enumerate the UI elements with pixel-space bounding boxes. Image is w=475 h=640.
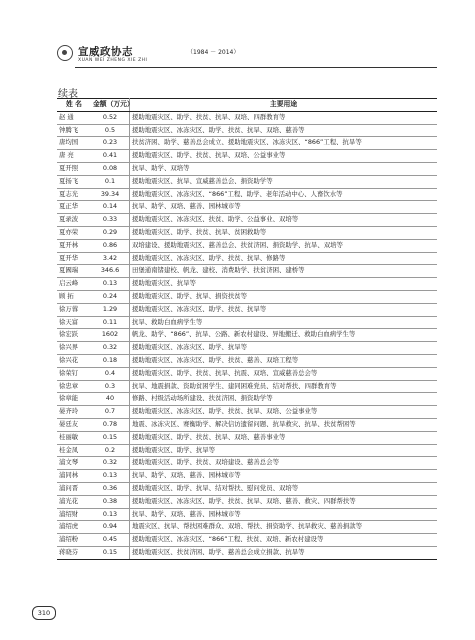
cell-name: 蒋晓芬 bbox=[57, 546, 91, 559]
cell-use: 抗旱、地震捐款、资助贫困学生、建同困难党员、结对帮扶、四群教育等 bbox=[130, 380, 438, 393]
cell-name: 夏开照 bbox=[57, 162, 91, 175]
cell-amount: 0.13 bbox=[91, 508, 130, 521]
table-row bbox=[57, 380, 437, 393]
cell-use: 援助地震灾区、助学、抗旱等 bbox=[130, 444, 438, 457]
table-row bbox=[57, 329, 437, 342]
cell-name: 浦同林 bbox=[57, 470, 91, 483]
cell-name: 浦绍粉 bbox=[57, 534, 91, 547]
table-row bbox=[57, 162, 437, 175]
cell-amount: 0.78 bbox=[91, 418, 130, 431]
cell-name: 浦光花 bbox=[57, 495, 91, 508]
cell-amount: 0.36 bbox=[91, 482, 130, 495]
table-row bbox=[57, 482, 437, 495]
table-row bbox=[57, 201, 437, 214]
cell-use: 援助地震灾区、冰冻灾区、助学、扶贫、抗旱、双培、慈善等 bbox=[130, 124, 438, 137]
book-years: （1984 － 2014） bbox=[187, 49, 240, 56]
cell-name: 徐荣钉 bbox=[57, 367, 91, 380]
cell-amount: 0.41 bbox=[91, 150, 130, 163]
cell-use: 抗旱、助学、双培、慈善、园林城市等 bbox=[130, 201, 438, 214]
cell-amount: 40 bbox=[91, 393, 130, 406]
cell-name: 浦绍虎 bbox=[57, 521, 91, 534]
cell-use: 帆龙、助学、“866”、抗旱、公路、新农村建设、异地搬迁、救助白血病学生等 bbox=[130, 329, 438, 342]
cell-amount: 0.4 bbox=[91, 367, 130, 380]
cell-amount: 1602 bbox=[91, 329, 130, 342]
cell-use: 援助地震灾区、冰冻灾区、扶贫、助学、公益事业、双培等 bbox=[130, 214, 438, 227]
cell-use: 地震、冰冻灾区、赛衡助学、解决信访遗留问题、抗旱救灾、抗旱、扶贫帮困等 bbox=[130, 418, 438, 431]
cell-use: 地震灾区、抗旱、帮扶困难群众、双培、帮扶、捐资助学、抗旱救灾、慈善捐款等 bbox=[130, 521, 438, 534]
cell-use: 援助地震灾区、冰冻灾区、助学、扶贫、抗旱、修路等 bbox=[130, 252, 438, 265]
cell-use: 援助地震灾区、冰冻灾区、“866”工程、扶贫、双培、新农村建设等 bbox=[130, 534, 438, 547]
cell-name: 徐宏跃 bbox=[57, 329, 91, 342]
table-row bbox=[57, 444, 437, 457]
cell-name: 浦绍财 bbox=[57, 508, 91, 521]
table-row bbox=[57, 265, 437, 278]
cell-name: 夏录波 bbox=[57, 214, 91, 227]
table-row bbox=[57, 111, 437, 124]
cell-use: 援助地震灾区、助学、扶贫、抗旱、抗震、双培、宣威慈善总会等 bbox=[130, 367, 438, 380]
cell-use: 援助地震灾区、助学、扶贫、双培建设、慈善总会等 bbox=[130, 457, 438, 470]
cell-name: 徐天富 bbox=[57, 316, 91, 329]
table-row bbox=[57, 303, 437, 316]
table-row bbox=[57, 418, 437, 431]
table-row bbox=[57, 188, 437, 201]
cell-use: 抗旱、助学、双培等 bbox=[130, 162, 438, 175]
cell-amount: 0.33 bbox=[91, 214, 130, 227]
page-header bbox=[57, 44, 437, 70]
table-row bbox=[57, 137, 437, 150]
cell-amount: 0.38 bbox=[91, 495, 130, 508]
cell-name: 唐 亮 bbox=[57, 150, 91, 163]
table-row bbox=[57, 342, 437, 355]
cell-amount: 0.15 bbox=[91, 431, 130, 444]
cell-use: 抗旱、救助白血病学生等 bbox=[130, 316, 438, 329]
cell-amount: 0.15 bbox=[91, 546, 130, 559]
cell-use: 援助地震灾区、冰冻灾区、助学、抗旱等 bbox=[130, 342, 438, 355]
cell-name: 顾 拓 bbox=[57, 290, 91, 303]
cell-use: 修路、村级活动场所建设、扶贫济困、捐资助学等 bbox=[130, 393, 438, 406]
table-row bbox=[57, 124, 437, 137]
cell-use: 抗旱、助学、双培、慈善、园林城市等 bbox=[130, 508, 438, 521]
book-title: 宣威政协志 bbox=[78, 46, 133, 58]
cell-name: 夏正华 bbox=[57, 201, 91, 214]
cell-use: 援助地震灾区、助学、扶贫、抗旱、贫困救助等 bbox=[130, 226, 438, 239]
cell-amount: 0.14 bbox=[91, 201, 130, 214]
table-row bbox=[57, 495, 437, 508]
table-row bbox=[57, 406, 437, 419]
cell-amount: 0.23 bbox=[91, 137, 130, 150]
cell-amount: 0.13 bbox=[91, 278, 130, 291]
column-header-use: 主要用途 bbox=[130, 99, 438, 112]
cell-name: 晏廷友 bbox=[57, 418, 91, 431]
cell-amount: 0.13 bbox=[91, 470, 130, 483]
cell-name: 夏國瑞 bbox=[57, 265, 91, 278]
cell-use: 援助地震灾区、助学、扶贫、抗旱、双培、慈善事业等 bbox=[130, 431, 438, 444]
cell-amount: 0.32 bbox=[91, 342, 130, 355]
cell-name: 浦问晋 bbox=[57, 482, 91, 495]
book-subtitle: XUAN WEI ZHENG XIE ZHI bbox=[78, 58, 148, 63]
cell-amount: 0.08 bbox=[91, 162, 130, 175]
table-row bbox=[57, 508, 437, 521]
cell-use: 双培建设、援助地震灾区、慈善总会、扶贫济困、捐资助学、抗旱、双培等 bbox=[130, 239, 438, 252]
cell-name: 徐万蓉 bbox=[57, 303, 91, 316]
cell-use: 援助地震灾区、冰冻灾区、助学、扶贫、慈善、双培工程等 bbox=[130, 354, 438, 367]
cell-use: 扶贫济困、助学、慈善总会成立、援助地震灾区、冰冻灾区、“866”工程、抗旱等 bbox=[130, 137, 438, 150]
table-row bbox=[57, 290, 437, 303]
cell-amount: 0.52 bbox=[91, 111, 130, 124]
cell-name: 唐均国 bbox=[57, 137, 91, 150]
cell-name: 赵 通 bbox=[57, 111, 91, 124]
cell-name: 晏齐玲 bbox=[57, 406, 91, 419]
table-row bbox=[57, 354, 437, 367]
donation-table bbox=[57, 98, 437, 560]
cell-name: 夏开林 bbox=[57, 239, 91, 252]
table-body bbox=[57, 111, 437, 559]
cell-amount: 0.11 bbox=[91, 316, 130, 329]
cell-amount: 3.42 bbox=[91, 252, 130, 265]
cell-name: 启云峰 bbox=[57, 278, 91, 291]
header-rule bbox=[75, 67, 437, 68]
cell-amount: 39.34 bbox=[91, 188, 130, 201]
page-number: 310 bbox=[32, 606, 56, 620]
cell-name: 夏亦荣 bbox=[57, 226, 91, 239]
table-row bbox=[57, 150, 437, 163]
cell-name: 浦文琴 bbox=[57, 457, 91, 470]
cell-use: 援助地震灾区、助学、抗旱、捐资扶贫等 bbox=[130, 290, 438, 303]
table-row bbox=[57, 278, 437, 291]
cell-use: 援助地震灾区、冰冻灾区、“866”工程、助学、老年活动中心、人畜饮水等 bbox=[130, 188, 438, 201]
cell-use: 援助地震灾区、扶贫济困、助学、慈善总会成立捐款、抗旱等 bbox=[130, 546, 438, 559]
cell-name: 徐章能 bbox=[57, 393, 91, 406]
cell-amount: 346.6 bbox=[91, 265, 130, 278]
table-row bbox=[57, 470, 437, 483]
cell-name: 桂丽敏 bbox=[57, 431, 91, 444]
cell-amount: 0.2 bbox=[91, 444, 130, 457]
cell-amount: 0.3 bbox=[91, 380, 130, 393]
table-row bbox=[57, 214, 437, 227]
table-row bbox=[57, 457, 437, 470]
cell-amount: 0.7 bbox=[91, 406, 130, 419]
cell-use: 援助地震灾区、抗旱等 bbox=[130, 278, 438, 291]
cell-use: 援助地震灾区、助学、扶贫、抗旱、双培、公益事业等 bbox=[130, 150, 438, 163]
column-header-amount: 金额（万元） bbox=[91, 99, 130, 112]
cell-amount: 0.45 bbox=[91, 534, 130, 547]
column-header-name: 姓 名 bbox=[57, 99, 91, 112]
table-row bbox=[57, 534, 437, 547]
cell-use: 援助地震灾区、助学、扶贫、抗旱、双培、四群教育等 bbox=[130, 111, 438, 124]
cell-name: 夏志光 bbox=[57, 188, 91, 201]
cell-amount: 0.1 bbox=[91, 175, 130, 188]
table-row bbox=[57, 175, 437, 188]
cell-use: 田堡通南锗建校、帆龙、建校、消费助学、扶贫济困、建桥等 bbox=[130, 265, 438, 278]
cell-use: 援助地震灾区、冰冻灾区、助学、扶贫、抗旱等 bbox=[130, 303, 438, 316]
cell-amount: 0.86 bbox=[91, 239, 130, 252]
cell-amount: 0.5 bbox=[91, 124, 130, 137]
cell-amount: 0.24 bbox=[91, 290, 130, 303]
cell-amount: 0.29 bbox=[91, 226, 130, 239]
cell-use: 抗旱、助学、双培、慈善、园林城市等 bbox=[130, 470, 438, 483]
table-row bbox=[57, 546, 437, 559]
cell-use: 援助地震灾区、抗旱、宣威慈善总会、捐资助学等 bbox=[130, 175, 438, 188]
cell-amount: 1.29 bbox=[91, 303, 130, 316]
cell-amount: 0.94 bbox=[91, 521, 130, 534]
cell-use: 援助地震灾区、冰冻灾区、助学、扶贫、抗旱、双培、公益事业等 bbox=[130, 406, 438, 419]
cell-name: 徐兴花 bbox=[57, 354, 91, 367]
section-title: 续表 bbox=[58, 89, 78, 100]
cell-use: 援助地震灾区、冰冻灾区、助学、扶贫、抗旱、双培、慈善、救灾、四群帮扶等 bbox=[130, 495, 438, 508]
table-row bbox=[57, 226, 437, 239]
table-row bbox=[57, 316, 437, 329]
cell-amount: 0.32 bbox=[91, 457, 130, 470]
cell-use: 援助地震灾区、助学、抗旱、结对帮扶、慰问党员、双培等 bbox=[130, 482, 438, 495]
table-header-row bbox=[57, 99, 437, 112]
table-row bbox=[57, 393, 437, 406]
table-row bbox=[57, 431, 437, 444]
cell-name: 钟腾飞 bbox=[57, 124, 91, 137]
cell-name: 徐兴界 bbox=[57, 342, 91, 355]
cell-name: 桂金凤 bbox=[57, 444, 91, 457]
cell-name: 夏扬飞 bbox=[57, 175, 91, 188]
table-row bbox=[57, 367, 437, 380]
cell-name: 夏开华 bbox=[57, 252, 91, 265]
table-row bbox=[57, 239, 437, 252]
table-row bbox=[57, 521, 437, 534]
cell-name: 徐忠章 bbox=[57, 380, 91, 393]
table-row bbox=[57, 252, 437, 265]
cell-amount: 0.18 bbox=[91, 354, 130, 367]
book-seal-icon bbox=[57, 45, 73, 61]
